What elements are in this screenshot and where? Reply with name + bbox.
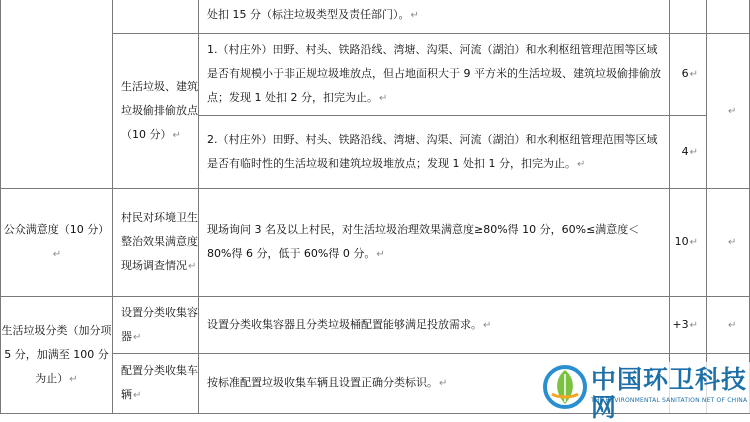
table-row (1, 297, 750, 354)
category-cell: 公众满意度（10 分）↵ (1, 189, 113, 297)
watermark-title: 中国环卫科技网 (591, 365, 748, 422)
score-cell: 6↵ (670, 34, 707, 116)
category-cell: 生活垃圾分类（加分项 5 分，加满至 100 分为止）↵ (1, 297, 113, 414)
category-cell-empty (1, 0, 113, 189)
remark-cell: ↵ (707, 189, 750, 297)
table-row (1, 0, 750, 34)
criteria-cell: 2.（村庄外）田野、村头、铁路沿线、湾塘、沟渠、河流（湖泊）和水利枢纽管理范围等区域是否有临时性的生活垃圾和建筑垃圾堆放点；发现 1 处扣 1 分，扣完为止。↵ (199, 116, 670, 189)
score-cell: 4↵ (670, 116, 707, 189)
criteria-cell: 1.（村庄外）田野、村头、铁路沿线、湾塘、沟渠、河流（湖泊）和水利枢纽管理范围等区域是否有规模小于非正规垃圾堆放点，但占地面积大于 9 平方米的生活垃圾、建筑垃圾偷排偷放点；发现 1 处扣 2 分，扣完为止。↵ (199, 34, 670, 116)
remark-cell: ↵ (707, 34, 750, 189)
subitem-cell-empty (113, 0, 199, 34)
score-cell: +3↵ (670, 297, 707, 354)
remark-cell (707, 0, 750, 34)
score-cell: 10↵ (670, 189, 707, 297)
watermark-subtitle: THE ENVIRONMENTAL SANITATION NET OF CHINA (591, 397, 748, 404)
criteria-cell: 处扣 15 分（标注垃圾类型及责任部门）。↵ (199, 0, 670, 34)
subitem-cell: 设置分类收集容器↵ (113, 297, 199, 354)
criteria-cell: 设置分类收集容器且分类垃圾桶配置能够满足投放需求。↵ (199, 297, 670, 354)
subitem-cell: 配置分类收集车辆↵ (113, 354, 199, 414)
subitem-cell: 村民对环境卫生整治效果满意度现场调查情况↵ (113, 189, 199, 297)
score-cell-empty (670, 0, 707, 34)
table-row (1, 189, 750, 297)
site-watermark (538, 362, 750, 422)
leaf-logo-icon (542, 364, 588, 410)
remark-cell: ↵ (707, 297, 750, 354)
subitem-cell: 生活垃圾、建筑垃圾偷排偷放点（10 分）↵ (113, 34, 199, 189)
table-row (1, 34, 750, 116)
criteria-cell: 按标准配置垃圾收集车辆且设置正确分类标识。↵ (199, 354, 670, 414)
criteria-cell: 现场询问 3 名及以上村民，对生活垃圾治理效果满意度≥80%得 10 分，60%≤满意度＜80%得 6 分，低于 60%得 0 分。↵ (199, 189, 670, 297)
